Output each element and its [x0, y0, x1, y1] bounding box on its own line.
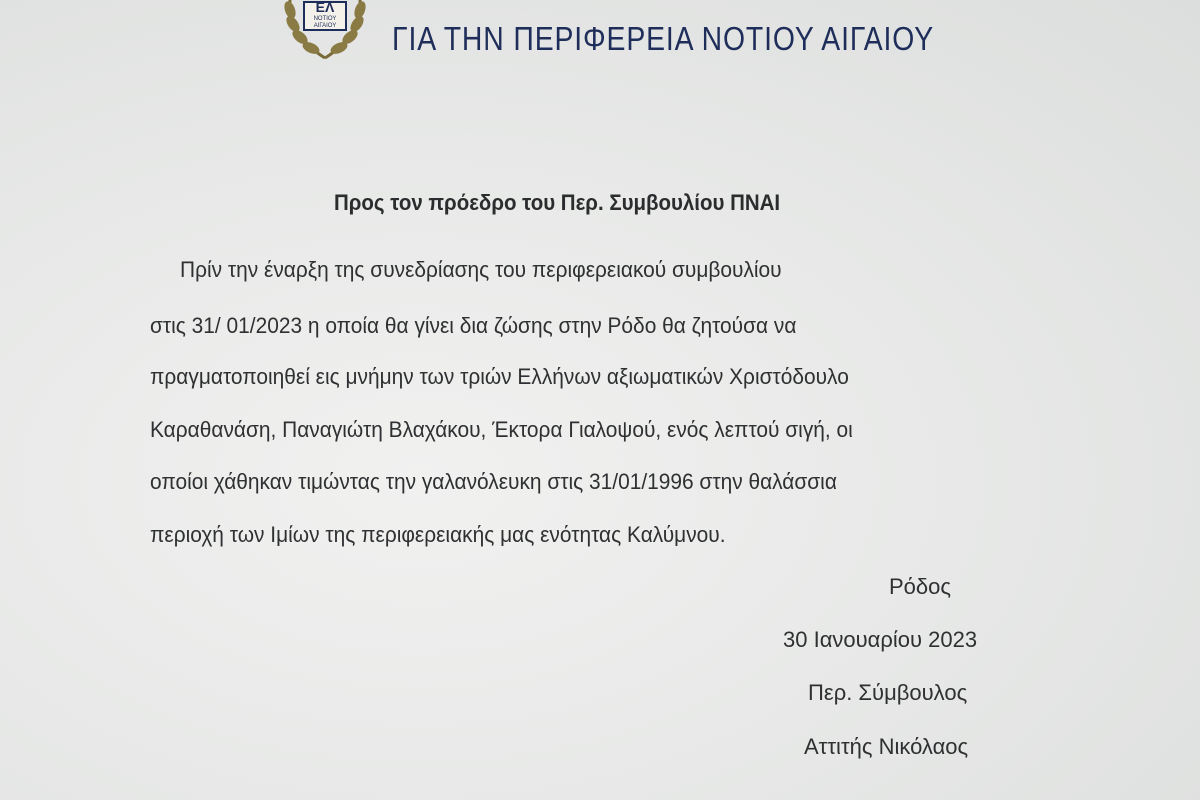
party-logo-icon [270, 0, 380, 70]
letterhead [270, 0, 990, 80]
body-line-6: περιοχή των Ιμίων της περιφερειακής μας ενότητας Καλύμνου. [150, 522, 726, 547]
signature-role: Περ. Σύμβουλος [808, 680, 968, 705]
body-line-3: πραγματοποιηθεί εις μνήμην των τριών Ελλήνων αξιωματικών Χριστόδουλο [150, 364, 849, 389]
signature-date: 30 Ιανουαρίου 2023 [783, 627, 978, 652]
body-line-4: Καραθανάση, Παναγιώτη Βλαχάκου, Έκτορα Γιαλοψού, ενός λεπτού σιγή, οι [150, 417, 853, 442]
svg-text:ΑΙΓΑΙΟΥ: ΑΙΓΑΙΟΥ [313, 23, 337, 29]
signature-name: Αττιτής Νικόλαος [804, 734, 969, 759]
body-line-5: οποίοι χάθηκαν τιμώντας την γαλανόλευκη στις 31/01/1996 στην θαλάσσια [150, 469, 837, 494]
letter-recipient: Προς τον πρόεδρο του Περ. Συμβουλίου ΠΝΑΙ [334, 190, 781, 215]
body-line-2: στις 31/ 01/2023 η οποία θα γίνει δια ζώσης στην Ρόδο θα ζητούσα να [150, 313, 797, 338]
letterhead-subtitle: ΓΙΑ ΤΗΝ ΠΕΡΙΦΕΡΕΙΑ ΝΟΤΙΟΥ ΑΙΓΑΙΟΥ [392, 20, 935, 57]
svg-text:ΕΛ: ΕΛ [315, 0, 335, 15]
signature-place: Ρόδος [889, 574, 951, 599]
svg-text:ΝΟΤΙΟΥ: ΝΟΤΙΟΥ [313, 16, 337, 22]
body-line-1: Πρίν την έναρξη της συνεδρίασης του περιφερειακού συμβουλίου [180, 257, 782, 282]
